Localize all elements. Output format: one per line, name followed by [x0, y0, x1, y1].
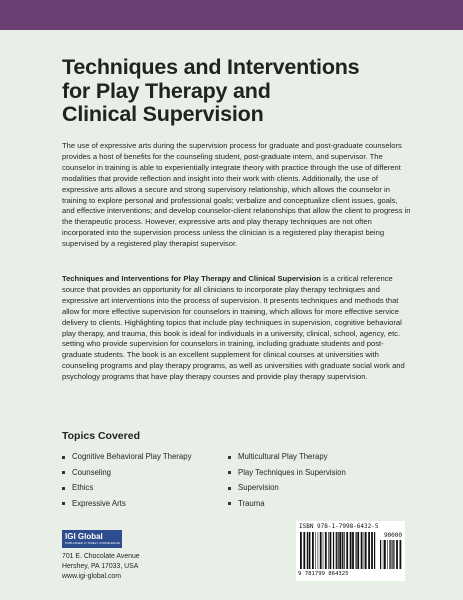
- barcode-bar: [307, 532, 308, 569]
- top-color-band: [0, 0, 463, 30]
- barcode-bar: [368, 532, 370, 569]
- barcode-bar: [339, 532, 341, 569]
- barcode-bars: [300, 532, 376, 569]
- barcode-bar: [320, 532, 322, 569]
- barcode-bar: [333, 532, 334, 569]
- publisher-website: www.igi-global.com: [62, 573, 121, 580]
- topics-heading: Topics Covered: [62, 430, 140, 442]
- barcode-bar: [338, 532, 339, 569]
- barcode-bar: [380, 540, 381, 569]
- paragraph-2-body: is a critical reference source that provides an opportunity for all clinicians to incorporate play therapy techniques and expressive art interventions into the process of supervision. It presents techniques and methods that allow for more effective supervision for counselors in training, which allows for more effective service delivery to clients. Highlighting topics that include play techniques in supervision, cognitive behavioral play therapy, and trauma, this book is ideal for individuals in a university, clinical, school, agency, etc. setting who provide supervision for counselors in training, including graduate students and post-graduate students. The book is an excellent supplement for clinical courses at universities with counseling programs and play therapy programs, as well as universities with graduate social work and psychology programs that have play therapy courses and provide play therapy supervision.: [62, 274, 405, 382]
- topics-list-left: [62, 449, 191, 511]
- barcode-bar: [312, 532, 314, 569]
- barcode-bar: [315, 532, 316, 569]
- publisher-logo-name: IGI Global: [65, 532, 103, 541]
- publisher-logo: [62, 530, 122, 548]
- barcode-bar: [371, 532, 373, 569]
- barcode-bar: [389, 540, 390, 569]
- topic-item: Supervision: [228, 480, 346, 496]
- title-line-1: Techniques and Interventions: [62, 55, 360, 79]
- barcode-bar: [352, 532, 354, 569]
- barcode-bar: [328, 532, 329, 569]
- barcode-bar: [325, 532, 327, 569]
- topic-item: Ethics: [62, 480, 191, 496]
- paragraph-2-book-title: Techniques and Interventions for Play Therapy and Clinical Supervision: [62, 274, 321, 283]
- topic-item: Counseling: [62, 465, 191, 481]
- isbn-number: ISBN 978-1-7998-6432-5: [299, 523, 379, 530]
- barcode-bar: [336, 532, 337, 569]
- description-paragraph-2: [62, 274, 412, 383]
- topics-list-right: [228, 449, 346, 511]
- topic-item: Trauma: [228, 496, 346, 512]
- publisher-logo-tagline: PUBLISHER of TIMELY KNOWLEDGE: [65, 541, 120, 545]
- barcode-bar: [344, 532, 345, 569]
- barcode-bar: [365, 532, 367, 569]
- barcode-digits: 9 781799 864325: [298, 571, 349, 577]
- barcode-bar: [400, 540, 402, 569]
- title-line-3: Clinical Supervision: [62, 102, 264, 126]
- barcode-bar: [303, 532, 305, 569]
- title-line-2: for Play Therapy and: [62, 78, 271, 103]
- topic-item: Multicultural Play Therapy: [228, 449, 346, 465]
- barcode-bar: [357, 532, 359, 569]
- barcode-bar: [392, 540, 393, 569]
- barcode-bar: [384, 540, 386, 569]
- barcode-bar: [374, 532, 375, 569]
- topic-item: Cognitive Behavioral Play Therapy: [62, 449, 191, 465]
- barcode-bar: [330, 532, 332, 569]
- barcode-bar: [309, 532, 311, 569]
- barcode-bar: [390, 540, 391, 569]
- topic-item: Play Techniques in Supervision: [228, 465, 346, 481]
- barcode-bar: [361, 532, 363, 569]
- publisher-address: [62, 552, 140, 582]
- address-line: Hershey, PA 17033, USA: [62, 563, 139, 570]
- barcode-bar: [346, 532, 348, 569]
- barcode-bar: [300, 532, 302, 569]
- barcode-bar: [318, 532, 319, 569]
- barcode-bar: [350, 532, 352, 569]
- barcode-bar: [364, 532, 365, 569]
- barcode-bar: [356, 532, 357, 569]
- barcode-price-code: 90000: [383, 532, 402, 539]
- barcode-bar: [383, 540, 384, 569]
- book-title: [62, 56, 422, 127]
- barcode-bar: [323, 532, 324, 569]
- barcode-addon-bars: [380, 540, 402, 569]
- barcode-bar: [393, 540, 394, 569]
- isbn-barcode: [296, 521, 405, 581]
- topic-item: Expressive Arts: [62, 496, 191, 512]
- barcode-bar: [387, 540, 388, 569]
- barcode-bar: [342, 532, 343, 569]
- barcode-bar: [396, 540, 398, 569]
- address-line: 701 E. Chocolate Avenue: [62, 553, 140, 560]
- description-paragraph-1: The use of expressive arts during the supervision process for graduate and post-graduate counselors provides a host of benefits for the counseling student, post-graduate intern, and supervisor. The counselor in training is able to experientially integrate theory with practice through the use of different modalities that provide reflection and insight into their work with clients. Additionally, the use of expressive arts allows a secure and strong supervisory relationship, which allows the counselor in training to explore personal and professional goals; verbalize and conceptualize client issues, goals, and effective interventions; and develop counselor-client relationships that allow the client to progress in the therapeutic process. However, expressive arts and play therapy techniques are not often incorporated into the supervision process unless the clinician is a registered play therapist being supervised by a registered play therapist supervisor.: [62, 141, 411, 249]
